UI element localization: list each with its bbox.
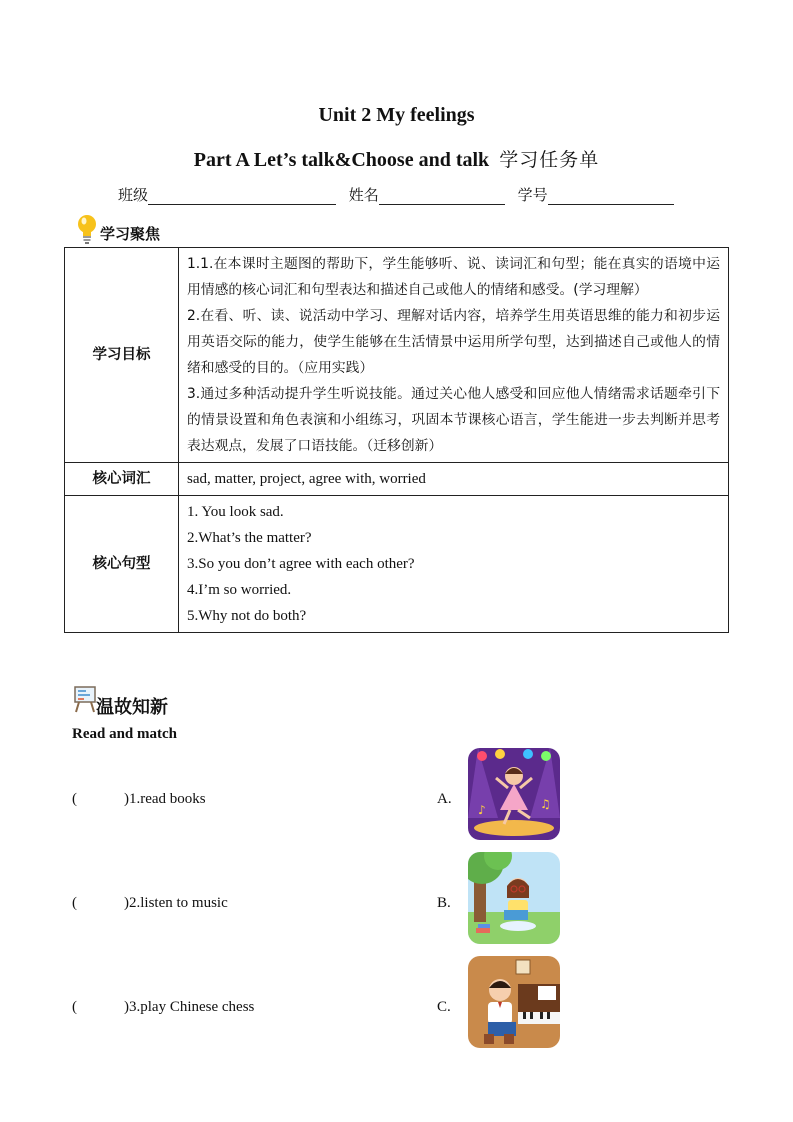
- dancing-girl-image: [468, 748, 560, 840]
- piano-boy-image: [468, 956, 560, 1048]
- class-label: 班级: [118, 186, 149, 204]
- document-subtitle: [0, 145, 793, 172]
- student-info-line: [118, 184, 682, 205]
- document-title: Unit 2 My feelings: [318, 104, 475, 126]
- sentence-item: 1. You look sad.: [187, 504, 284, 520]
- subtitle-cn: 学习任务单: [499, 149, 600, 171]
- reading-girl-image: [468, 852, 560, 944]
- name-label: 姓名: [348, 186, 379, 204]
- vocab-content: sad, matter, project, agree with, worried: [179, 463, 729, 496]
- focus-section-heading: [76, 213, 161, 249]
- review-section-heading: [74, 685, 168, 718]
- easel-board-icon: [74, 685, 96, 713]
- answer-paren[interactable]: (: [72, 791, 77, 807]
- focus-heading-label: 学习聚焦: [100, 225, 161, 243]
- read-and-match-label: Read and match: [72, 726, 178, 742]
- match-item-text: )1.read books: [124, 791, 206, 807]
- sentence-item: 2.What’s the matter?: [187, 530, 312, 546]
- review-heading-label: 温故知新: [96, 697, 168, 718]
- goal-item: 2.在看、听、读、说活动中学习、理解对话内容，培养学生用英语思维的能力和初步运用英语交际的能力，使学生能够在生活情景中运用所学句型，达到描述自己或他人的情绪和感受的目的。（应用实践）: [187, 308, 720, 376]
- option-letter-b: B.: [437, 895, 451, 911]
- sentences-content: [179, 496, 729, 633]
- goals-content: [179, 248, 729, 463]
- goals-label: 学习目标: [65, 248, 179, 463]
- sentences-label: 核心句型: [65, 496, 179, 633]
- table-row: [65, 463, 729, 496]
- id-label: 学号: [517, 186, 548, 204]
- match-item-text: )2.listen to music: [124, 895, 228, 911]
- svg-text:♫: ♫: [540, 797, 551, 811]
- table-row: [65, 248, 729, 463]
- match-item-1: [72, 791, 206, 808]
- option-letter-c: C.: [437, 999, 451, 1015]
- class-blank[interactable]: [148, 188, 336, 205]
- match-item-3: [72, 999, 254, 1016]
- answer-paren[interactable]: (: [72, 895, 77, 911]
- sentence-item: 4.I’m so worried.: [187, 582, 292, 598]
- goal-item: 3.通过多种活动提升学生听说技能。通过关心他人感受和回应他人情绪需求话题牵引下的情景设置和角色表演和小组练习，巩固本节课核心语言，学生能进一步去判断并思考表达观点，发展了口语技能。（迁移创新）: [187, 386, 720, 454]
- subtitle-en: Part A Let’s talk&Choose and talk: [193, 149, 490, 171]
- name-blank[interactable]: [379, 188, 505, 205]
- match-item-text: )3.play Chinese chess: [124, 999, 255, 1015]
- focus-table: [64, 247, 729, 633]
- svg-text:♪: ♪: [478, 803, 486, 817]
- goal-item: 1.1.在本课时主题图的帮助下，学生能够听、说、读词汇和句型；能在真实的语境中运用情感的核心词汇和句型表达和描述自己或他人的情绪和感受。(学习理解）: [187, 256, 720, 298]
- answer-paren[interactable]: (: [72, 999, 77, 1015]
- id-blank[interactable]: [548, 188, 674, 205]
- sentence-item: 3.So you don’t agree with each other?: [187, 556, 415, 572]
- lightbulb-icon: [76, 213, 98, 245]
- option-letter-a: A.: [437, 791, 452, 807]
- vocab-label: 核心词汇: [65, 463, 179, 496]
- table-row: [65, 496, 729, 633]
- sentence-item: 5.Why not do both?: [187, 608, 307, 624]
- match-item-2: [72, 895, 228, 912]
